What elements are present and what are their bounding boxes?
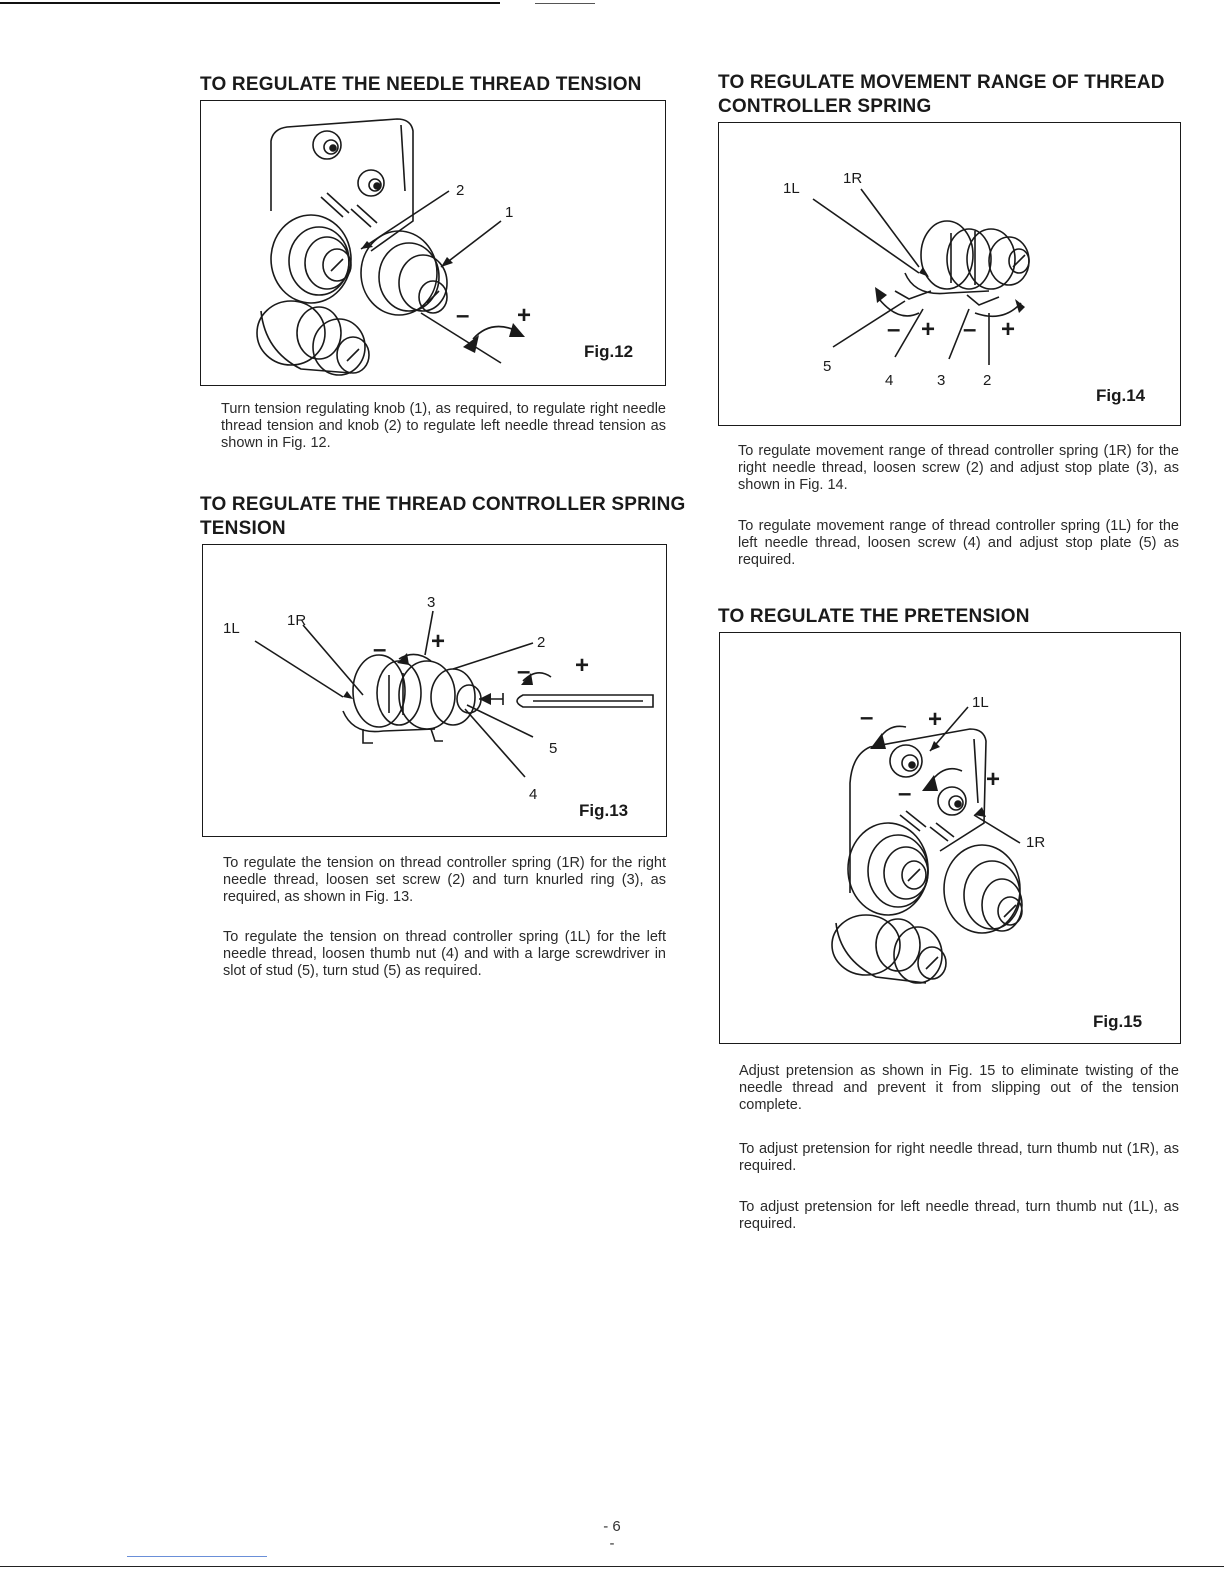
- figure-15: [719, 632, 1181, 1044]
- pretension-text-2: To adjust pretension for right needle thread, turn thumb nut (1R), as required.: [739, 1141, 1179, 1174]
- minus-sign: –: [860, 704, 874, 731]
- figure-15-drawing: [720, 633, 1182, 1045]
- controller-spring-text-1: To regulate the tension on thread controller spring (1R) for the right needle thread, loosen set screw (2) and turn knurled ring (3), as required, as shown in Fig. 13.: [223, 855, 666, 905]
- callout-1r: 1R: [843, 170, 863, 187]
- rotation-arrow-icon: [463, 335, 479, 353]
- minus-sign: –: [456, 302, 470, 329]
- figure-13: [202, 544, 667, 837]
- callout-1l: 1L: [972, 694, 989, 711]
- callout-2: 2: [456, 182, 465, 199]
- callout-1: 1: [505, 204, 514, 221]
- callout-1l: 1L: [783, 180, 800, 197]
- plus-sign-2: +: [575, 652, 590, 679]
- figure-13-drawing: [203, 545, 668, 838]
- callout-2: 2: [983, 372, 992, 389]
- minus-sign-2: –: [963, 316, 977, 343]
- plus-sign: +: [921, 316, 936, 343]
- movement-range-text-1: To regulate movement range of thread controller spring (1R) for the right needle thread, loosen screw (2) and adjust stop plate (3), as shown in Fig. 14.: [738, 443, 1179, 493]
- callout-4: 4: [529, 786, 538, 803]
- plus-sign-2: +: [1001, 316, 1016, 343]
- heading-controller-spring-line1: TO REGULATE THE THREAD CONTROLLER SPRING: [200, 494, 686, 515]
- figure-15-label: Fig.15: [1093, 1012, 1143, 1031]
- figure-14: [718, 122, 1181, 426]
- plus-sign: +: [517, 302, 532, 329]
- callout-1r: 1R: [287, 612, 307, 629]
- callout-1l: 1L: [223, 620, 240, 637]
- callout-2: 2: [537, 634, 546, 651]
- figure-14-drawing: [719, 123, 1182, 427]
- knob-icon: [832, 707, 1022, 983]
- heading-pretension: TO REGULATE THE PRETENSION: [718, 606, 1030, 627]
- figure-12-label: Fig.12: [584, 342, 634, 361]
- heading-movement-range-line1: TO REGULATE MOVEMENT RANGE OF THREAD: [718, 72, 1165, 93]
- plus-sign: +: [928, 706, 943, 733]
- heading-needle-tension: TO REGULATE THE NEEDLE THREAD TENSION: [200, 74, 642, 95]
- callout-4: 4: [885, 372, 894, 389]
- pretension-text-3: To adjust pretension for left needle thread, turn thumb nut (1L), as required.: [739, 1199, 1179, 1232]
- figure-14-label: Fig.14: [1096, 386, 1146, 405]
- heading-controller-spring-line2: TENSION: [200, 518, 286, 539]
- minus-sign: –: [373, 636, 387, 663]
- pretension-text-1: Adjust pretension as shown in Fig. 15 to eliminate twisting of the needle thread and prevent it from slipping out of the tension complete.: [739, 1063, 1179, 1113]
- callout-5: 5: [549, 740, 558, 757]
- figure-12: [200, 100, 666, 386]
- callout-5: 5: [823, 358, 832, 375]
- plus-sign-2: +: [986, 766, 1001, 793]
- plus-sign: +: [431, 628, 446, 655]
- page-number: - 6 -: [603, 1518, 621, 1552]
- callout-1r: 1R: [1026, 834, 1046, 851]
- controller-spring-text-2: To regulate the tension on thread controller spring (1L) for the left needle thread, loosen thumb nut (4) and with a large screwdriver in slot of stud (5), turn stud (5) as required.: [223, 929, 666, 979]
- bottom-rule: [0, 1566, 1224, 1567]
- minus-sign: –: [887, 316, 901, 343]
- rotation-arrow-icon: [870, 733, 886, 749]
- bottom-blue-rule: [127, 1556, 267, 1557]
- top-rule-fragment: [535, 3, 595, 4]
- minus-sign-2: –: [517, 658, 531, 685]
- needle-tension-text: Turn tension regulating knob (1), as required, to regulate right needle thread tension and knob (2) to regulate left needle thread tension as shown in Fig. 12.: [221, 401, 666, 451]
- heading-movement-range-line2: CONTROLLER SPRING: [718, 96, 932, 117]
- movement-range-text-2: To regulate movement range of thread controller spring (1L) for the left needle thread, loosen screw (4) and adjust stop plate (5) as required.: [738, 518, 1179, 568]
- top-rule: [0, 2, 500, 4]
- minus-sign-2: –: [898, 780, 912, 807]
- callout-3: 3: [937, 372, 946, 389]
- callout-3: 3: [427, 594, 436, 611]
- figure-13-label: Fig.13: [579, 801, 629, 820]
